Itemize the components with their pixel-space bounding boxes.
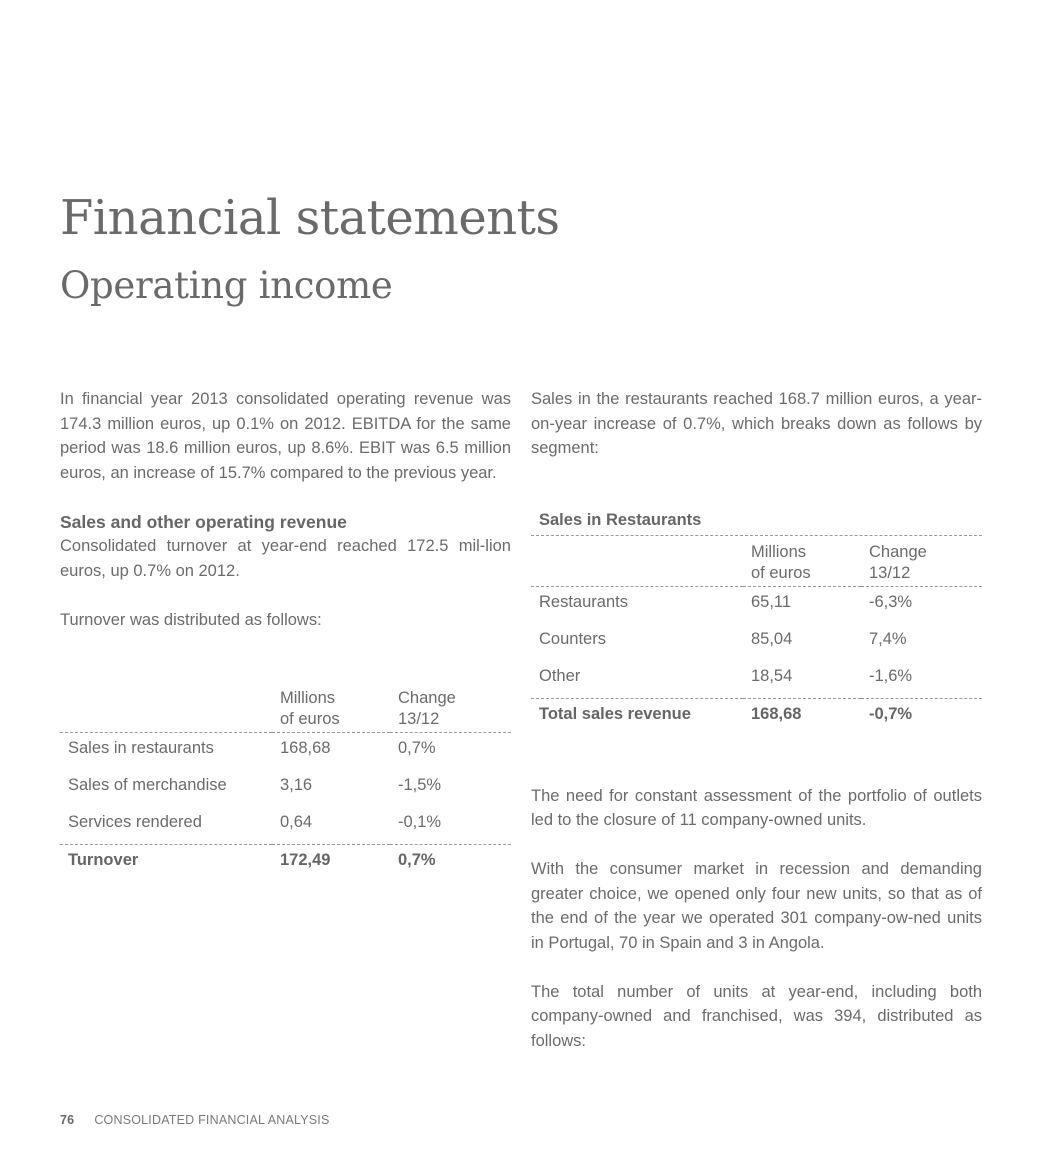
table-row xyxy=(531,624,982,661)
page-subtitle: Operating income xyxy=(60,264,393,307)
row-change: -6,3% xyxy=(869,592,913,611)
page-number: 76 xyxy=(60,1113,75,1127)
row-change: 0,7% xyxy=(398,739,436,757)
total-value: 168,68 xyxy=(743,698,861,736)
column-header-change: Change 13/12 xyxy=(390,682,511,733)
row-change: -1,6% xyxy=(869,666,913,685)
row-label: Sales in restaurants xyxy=(68,739,214,757)
row-value: 168,68 xyxy=(280,739,331,757)
table-total-row xyxy=(60,845,511,883)
row-value: 85,04 xyxy=(751,629,793,648)
column-header-millions: Millions of euros xyxy=(272,682,390,733)
row-change: -0,1% xyxy=(398,813,442,831)
row-value: 65,11 xyxy=(751,592,792,611)
row-label: Other xyxy=(539,666,581,685)
section-heading: Sales and other operating revenue xyxy=(60,511,347,532)
table-row xyxy=(60,807,511,845)
column-header-millions: Millions of euros xyxy=(743,536,861,587)
restaurants-intro-paragraph: Sales in the restaurants reached 168.7 million euros, a year-on-year increase of 0.7%, which breaks down as follows by segment: xyxy=(531,390,982,457)
turnover-paragraph: Consolidated turnover at year-end reached 172.5 mil-lion euros, up 0.7% on 2012. xyxy=(60,537,511,580)
total-change: 0,7% xyxy=(390,845,511,883)
page-title: Financial statements xyxy=(60,190,560,246)
total-units-paragraph: The total number of units at year-end, including both company-owned and franchised, was 394, distributed as follows: xyxy=(531,982,982,1050)
row-value: 18,54 xyxy=(751,666,793,685)
turnover-table xyxy=(60,682,511,882)
table-row xyxy=(60,733,511,771)
table-row xyxy=(60,770,511,807)
row-value: 0,64 xyxy=(280,813,313,831)
column-header-change: Change 13/12 xyxy=(861,536,982,587)
row-label: Restaurants xyxy=(539,592,628,611)
table-total-row xyxy=(531,698,982,736)
row-label: Services rendered xyxy=(68,813,202,831)
right-column xyxy=(531,387,982,1053)
row-change: -1,5% xyxy=(398,776,442,794)
total-label: Total sales revenue xyxy=(531,698,743,736)
openings-paragraph: With the consumer market in recession and demanding greater choice, we opened only four new units, so that as of the end of the year we operated 301 company-ow-ned units in Portugal, 70 in Spain and 3 in Angola. xyxy=(531,860,982,952)
total-label: Turnover xyxy=(60,845,272,883)
total-change: -0,7% xyxy=(861,698,982,736)
table-header-row xyxy=(531,536,982,587)
left-column xyxy=(60,387,511,882)
table-header-row xyxy=(60,682,511,733)
table-caption: Sales in Restaurants xyxy=(531,505,982,536)
table-row xyxy=(531,661,982,699)
row-label: Sales of merchandise xyxy=(68,776,227,794)
row-change: 7,4% xyxy=(869,629,907,648)
intro-paragraph: In financial year 2013 consolidated operating revenue was 174.3 million euros, up 0.1% on 2012. EBITDA for the same period was 18.6 million euros, up 8.6%. EBIT was 6.5 million euros, an increase of 15.7% compared to the previous year. xyxy=(60,390,511,482)
restaurant-sales-table xyxy=(531,536,982,736)
table-row xyxy=(531,586,982,624)
row-value: 3,16 xyxy=(280,776,313,794)
closures-paragraph: The need for constant assessment of the portfolio of outlets led to the closure of 11 company-owned units. xyxy=(531,786,982,829)
row-label: Counters xyxy=(539,629,606,648)
distribution-paragraph: Turnover was distributed as follows: xyxy=(60,610,322,629)
total-value: 172,49 xyxy=(272,845,390,883)
footer-section-title: CONSOLIDATED FINANCIAL ANALYSIS xyxy=(94,1113,330,1127)
page-footer xyxy=(60,1113,330,1127)
